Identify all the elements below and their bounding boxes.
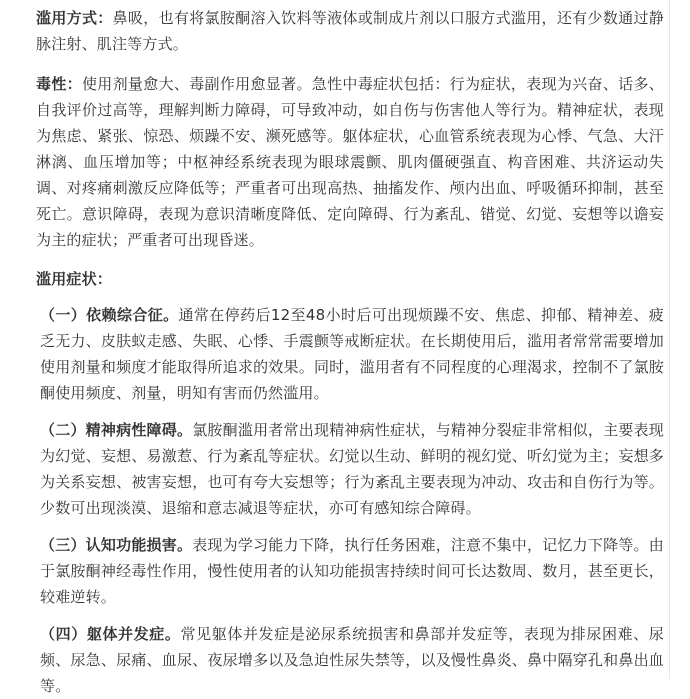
abuse-method-text: 鼻吸，也有将氯胺酮溶入饮料等液体或制成片剂以口服方式滥用，还有少数通过静脉注射、肌注等方式。 [36, 9, 664, 53]
abuse-method-paragraph [36, 5, 664, 57]
psychotic-text: 氯胺酮滥用者常出现精神病性症状，与精神分裂症非常相似，主要表现为幻觉、妄想、易激惹、行为紊乱等症状。幻觉以生动、鲜明的视幻觉、听幻觉为主；妄想多为关系妄想、被害妄想，也可有夸大妄想等；行为紊乱主要表现为冲动、攻击和自伤行为等。少数可出现淡漠、退缩和意志减退等症状，亦可有感知综合障碍。 [40, 421, 664, 517]
psychotic-label: （二）精神病性障碍。 [40, 421, 193, 439]
dependence-paragraph [36, 302, 664, 406]
toxicity-label: 毒性： [36, 75, 82, 93]
somatic-paragraph [36, 621, 664, 699]
toxicity-paragraph [36, 71, 664, 253]
somatic-label: （四）躯体并发症。 [40, 625, 181, 643]
article-body [36, 0, 664, 699]
content-right-border [669, 0, 670, 679]
symptoms-heading: 滥用症状： [36, 270, 113, 288]
toxicity-text: 使用剂量愈大、毒副作用愈显著。急性中毒症状包括：行为症状，表现为兴奋、话多、自我评价过高等，理解判断力障碍，可导致冲动，如自伤与伤害他人等行为。精神症状，表现为焦虑、紧张、惊恐、烦躁不安、濒死感等。躯体症状，心血管系统表现为心悸、气急、大汗淋漓、血压增加等；中枢神经系统表现为眼球震颤、肌肉僵硬强直、构音困难、共济运动失调、对疼痛刺激反应降低等；严重者可出现高热、抽搐发作、颅内出血、呼吸循环抑制，甚至死亡。意识障碍，表现为意识清晰度降低、定向障碍、行为紊乱、错觉、幻觉、妄想等以谵妄为主的症状；严重者可出现昏迷。 [36, 75, 664, 249]
somatic-text: 常见躯体并发症是泌尿系统损害和鼻部并发症等，表现为排尿困难、尿频、尿急、尿痛、血尿、夜尿增多以及急迫性尿失禁等，以及慢性鼻炎、鼻中隔穿孔和鼻出血等。 [40, 625, 664, 695]
cognitive-text: 表现为学习能力下降，执行任务困难，注意不集中，记忆力下降等。由于氯胺酮神经毒性作用，慢性使用者的认知功能损害持续时间可长达数周、数月，甚至更长，较难逆转。 [40, 536, 664, 606]
dependence-label: （一）依赖综合征。 [40, 306, 179, 324]
cognitive-label: （三）认知功能损害。 [40, 536, 193, 554]
psychotic-paragraph [36, 417, 664, 521]
abuse-method-label: 滥用方式： [36, 9, 113, 27]
cognitive-paragraph [36, 532, 664, 610]
dependence-text: 通常在停药后12至48小时后可出现烦躁不安、焦虑、抑郁、精神差、疲乏无力、皮肤蚁走感、失眠、心悸、手震颤等戒断症状。在长期使用后，滥用者常常需要增加使用剂量和频度才能取得所追求的效果。同时，滥用者有不同程度的心理渴求，控制不了氯胺酮使用频度、剂量，明知有害而仍然滥用。 [40, 306, 664, 402]
